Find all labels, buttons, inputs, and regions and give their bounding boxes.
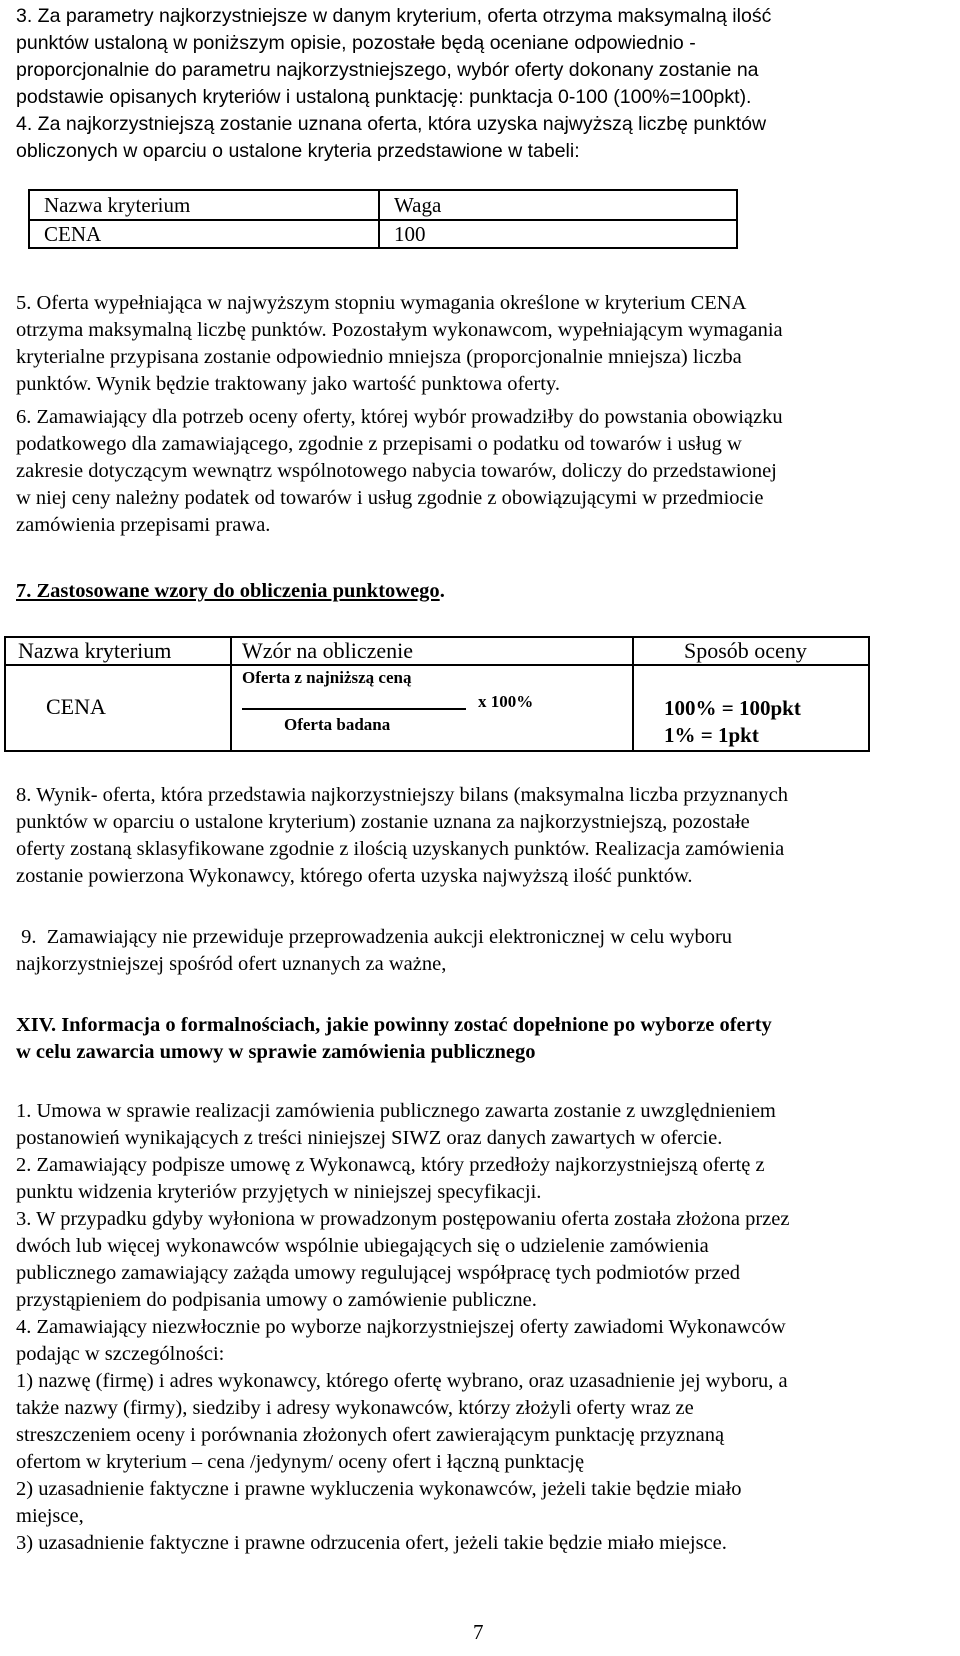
page-number: 7 [473,1620,484,1644]
para9-line: najkorzystniejszej spośród ofert uznanych za ważne, [16,953,447,975]
para6-line: podatkowego dla zamawiającego, zgodnie z przepisami o podatku od towarów i usług w [16,433,742,455]
criteria-table-header-row [29,190,737,220]
section7-heading [16,579,445,603]
formula-table [4,636,870,752]
formula-denominator: Oferta badana [284,715,391,734]
criteria-weight-cell: 100 [394,222,426,246]
criteria-weight-header: Waga [394,193,442,217]
para8-line: 8. Wynik- oferta, która przedstawia najkorzystniejszy bilans (maksymalna liczba przyznanych [16,784,788,806]
formula-method-line: 1% = 1pkt [664,723,759,747]
para5-line: punktów. Wynik będzie traktowany jako wartość punktowa oferty. [16,373,560,395]
closing-line: 2. Zamawiający podpisze umowę z Wykonawcą, który przedłoży najkorzystniejszą ofertę z [16,1154,765,1176]
closing-line: 3) uzasadnienie faktyczne i prawne odrzucenia ofert, jeżeli takie będzie miało miejsce. [16,1532,727,1554]
para8-line: punktów w oparciu o ustalone kryterium) zostanie uznana za najkorzystniejszą, pozostałe [16,811,750,833]
closing-line: streszczeniem oceny i porównania złożonych ofert zawierającym punktację przyznaną [16,1424,725,1446]
fraction-bar [242,708,466,710]
formula-table-header-row [5,637,869,665]
formula-name-cell: CENA [46,694,106,719]
para5-line: otrzyma maksymalną liczbę punktów. Pozostałym wykonawcom, wypełniającym wymagania [16,319,783,341]
criteria-name-cell: CENA [44,222,102,246]
closing-line: 3. W przypadku gdyby wyłoniona w prowadzonym postępowaniu oferta została złożona przez [16,1208,790,1230]
para3-line: 3. Za parametry najkorzystniejsze w danym kryterium, oferta otrzyma maksymalną ilość [16,5,772,27]
para5-line: 5. Oferta wypełniająca w najwyższym stopniu wymagania określone w kryterium CENA [16,292,747,314]
closing-line: postanowień wynikających z treści niniejszej SIWZ oraz danych zawartych w ofercie. [16,1127,723,1149]
criteria-name-header: Nazwa kryterium [44,193,191,217]
para6-line: 6. Zamawiający dla potrzeb oceny oferty, której wybór prowadziłby do powstania obowiązku [16,406,783,428]
para9-line: 9. Zamawiający nie przewiduje przeprowadzenia aukcji elektronicznej w celu wyboru [16,926,733,948]
closing-line: podając w szczególności: [16,1343,225,1365]
section14-heading: XIV. Informacja o formalnościach, jakie powinny zostać dopełnione po wyborze oferty [16,1014,772,1036]
para6-line: zamówienia przepisami prawa. [16,514,271,536]
para8-line: zostanie powierzona Wykonawcy, którego oferta uzyska najwyższą ilość punktów. [16,865,693,887]
closing-line: ofertom w kryterium – cena /jedynym/ oceny ofert i łączną punktację [16,1451,585,1473]
closing-line: publicznego zamawiający zażąda umowy regulującej współpracę tych podmiotów przed [16,1262,741,1284]
closing-line: dwóch lub więcej wykonawców wspólnie ubiegających się o udzielenie zamówienia [16,1235,709,1257]
closing-line: punktu widzenia kryteriów przyjętych w niniejszej specyfikacji. [16,1181,542,1203]
criteria-table-row [29,220,737,248]
section7-heading-trailing: . [439,580,445,602]
para3-line: punktów ustaloną w poniższym opisie, pozostałe będą oceniane odpowiednio - [16,32,696,54]
para6-line: zakresie dotyczącym wewnątrz wspólnotowego nabycia towarów, doliczy do przedstawionej [16,460,777,482]
para5-line: kryterialne przypisana zostanie odpowiednio mniejsza (proporcjonalnie mniejsza) liczba [16,346,742,368]
section7-heading-text: 7. Zastosowane wzory do obliczenia punktowego [16,580,440,602]
formula-formula-header: Wzór na obliczenie [242,638,414,663]
formula-numerator: Oferta z najniższą ceną [242,668,412,687]
closing-line: 1. Umowa w sprawie realizacji zamówienia publicznego zawarta zostanie z uwzględnieniem [16,1100,776,1122]
para8-line: oferty zostaną sklasyfikowane zgodnie z ilością uzyskanych punktów. Realizacja zamówienia [16,838,785,860]
closing-line: przystąpieniem do podpisania umowy o zamówienie publiczne. [16,1289,537,1311]
closing-line: także nazwy (firmy), siedziby i adresy wykonawców, którzy złożyli oferty wraz ze [16,1397,694,1419]
para3-line: podstawie opisanych kryteriów i ustaloną punktację: punktacja 0-100 (100%=100pkt). [16,86,752,108]
para6-line: w niej ceny należny podatek od towarów i usług zgodnie z obowiązującymi w przedmiocie [16,487,764,509]
formula-table-row [5,665,869,751]
formula-name-header: Nazwa kryterium [18,638,172,663]
closing-line: 2) uzasadnienie faktyczne i prawne wykluczenia wykonawców, jeżeli takie będzie miało [16,1478,742,1500]
formula-multiplier: x 100% [478,692,534,711]
formula-method-header: Sposób oceny [684,638,807,663]
para3-line: proporcjonalnie do parametru najkorzystniejszego, wybór oferty dokonany zostanie na [16,59,759,81]
para4-line: obliczonych w oparciu o ustalone kryteria przedstawione w tabeli: [16,140,580,162]
criteria-table [28,189,738,249]
closing-line: miejsce, [16,1505,84,1527]
para4-line: 4. Za najkorzystniejszą zostanie uznana oferta, która uzyska najwyższą liczbę punktów [16,113,767,135]
section14-heading: w celu zawarcia umowy w sprawie zamówienia publicznego [16,1041,536,1063]
closing-line: 1) nazwę (firmę) i adres wykonawcy, którego ofertę wybrano, oraz uzasadnienie jej wyboru, a [16,1370,788,1392]
formula-method-line: 100% = 100pkt [664,696,801,720]
closing-line: 4. Zamawiający niezwłocznie po wyborze najkorzystniejszej oferty zawiadomi Wykonawców [16,1316,786,1338]
